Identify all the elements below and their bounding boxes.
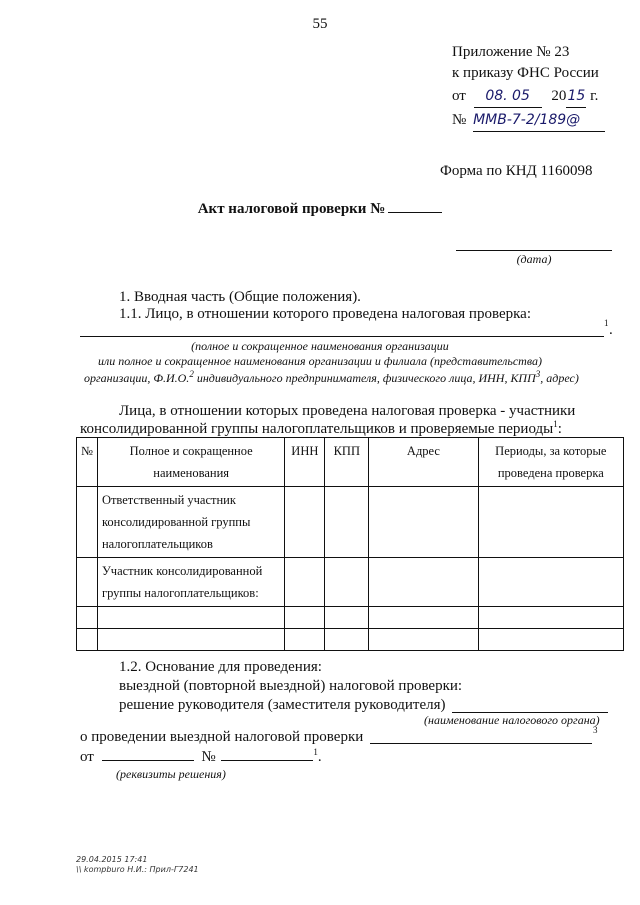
page-number: 55: [312, 16, 328, 32]
document-title: [0, 200, 640, 218]
caption-3a: организации, Ф.И.О.: [84, 371, 190, 385]
date-caption: (дата): [516, 252, 552, 266]
no-label: №: [201, 749, 216, 765]
caption-1: (полное и сокращенное наименования организации: [191, 339, 449, 353]
header-name: Полное и сокращенное наименования: [97, 438, 284, 487]
cell-periods: [478, 558, 623, 607]
cell-address: [369, 629, 478, 651]
caption-3-sup3: 3: [535, 369, 541, 379]
year-handwritten: 15: [566, 86, 586, 108]
header-address: Адрес: [369, 438, 478, 487]
title-number-blank: [388, 200, 442, 213]
year-prefix: 20: [551, 88, 567, 104]
appendix-line-1: Приложение № 23: [452, 44, 570, 60]
header-number: №: [77, 438, 98, 487]
entity-period: .: [609, 322, 613, 338]
decision-underline: [370, 743, 592, 744]
cell-periods: [478, 487, 623, 558]
caption-3c: , адрес): [540, 371, 579, 385]
section-1-title: 1. Вводная часть (Общие положения).: [119, 289, 361, 305]
participants-sup: 1: [553, 419, 558, 429]
participants-text-1: Лица, в отношении которых проведена налоговая проверка - участники: [119, 403, 576, 419]
footnote-mark-1: 1: [604, 318, 609, 328]
caption-org: (наименование налогового органа): [424, 713, 600, 727]
table-row: [77, 487, 624, 558]
participants-table: [76, 437, 624, 651]
appendix-date-line: [452, 86, 598, 108]
period-dot: .: [317, 749, 322, 765]
participants-text-2-main: консолидированной группы налогоплательщиков и проверяемые периоды: [80, 421, 554, 437]
table-row: [77, 629, 624, 651]
section-1-2-line-2: решение руководителя (заместителя руководителя): [119, 697, 446, 713]
cell-kpp: [325, 607, 369, 629]
section-1-1: 1.1. Лицо, в отношении которого проведена налоговая проверка:: [119, 306, 531, 322]
appendix-number-line: [452, 110, 605, 132]
table-header-row: [77, 438, 624, 487]
cell-kpp: [325, 558, 369, 607]
decision-from-line: [80, 747, 322, 766]
cell-name: Ответственный участник консолидированной группы налогоплательщиков: [97, 487, 284, 558]
header-kpp: КПП: [325, 438, 369, 487]
section-1-2-line-1: выездной (повторной выездной) налоговой проверки:: [119, 678, 463, 694]
header-periods: Периоды, за которые проведена проверка: [478, 438, 623, 487]
decision-text: о проведении выездной налоговой проверки: [80, 729, 364, 745]
table-row: [77, 607, 624, 629]
from-label: от: [80, 749, 94, 765]
participants-colon: :: [557, 421, 562, 437]
participants-text-2: [80, 419, 562, 438]
title-text: Акт налоговой проверки №: [197, 201, 386, 217]
cell-kpp: [325, 629, 369, 651]
number-handwritten: ММВ-7-2/189@: [473, 110, 605, 132]
date-underline: [456, 250, 612, 251]
cell-address: [369, 487, 478, 558]
caption-3: [84, 369, 579, 386]
table-row: [77, 558, 624, 607]
cell-name: [97, 607, 284, 629]
from-date-blank: [102, 748, 194, 761]
sup-3: 3: [593, 725, 598, 735]
cell-periods: [478, 607, 623, 629]
cell-name: [97, 629, 284, 651]
cell-inn: [285, 558, 325, 607]
header-inn: ИНН: [285, 438, 325, 487]
decision-number-blank: [221, 748, 313, 761]
date-handwritten: 08. 05: [474, 86, 542, 108]
cell-number: [77, 487, 98, 558]
section-1-2-title: 1.2. Основание для проведения:: [119, 659, 322, 675]
cell-number: [77, 629, 98, 651]
cell-inn: [285, 629, 325, 651]
caption-3b: индивидуального предпринимателя, физического лица, ИНН, КПП: [193, 371, 536, 385]
cell-inn: [285, 487, 325, 558]
form-code: Форма по КНД 1160098: [440, 163, 593, 179]
appendix-line-2: к приказу ФНС России: [452, 65, 599, 81]
cell-number: [77, 607, 98, 629]
date-prefix: от: [452, 88, 466, 104]
cell-address: [369, 558, 478, 607]
caption-2: или полное и сокращенное наименования организации и филиала (представительства): [98, 354, 542, 368]
cell-name: Участник консолидированной группы налогоплательщиков:: [97, 558, 284, 607]
cell-periods: [478, 629, 623, 651]
entity-underline: [80, 336, 604, 337]
cell-inn: [285, 607, 325, 629]
year-suffix: г.: [590, 88, 599, 104]
caption-requisites: (реквизиты решения): [116, 767, 226, 781]
caption-3-sup2: 2: [189, 369, 194, 379]
cell-kpp: [325, 487, 369, 558]
number-prefix: №: [452, 112, 467, 128]
sup-1b: 1: [313, 747, 318, 757]
cell-address: [369, 607, 478, 629]
footer-timestamp: 29.04.2015 17:41: [76, 855, 148, 864]
footer-path: \\ kompburo Н.И.: Прил-Г7241: [76, 865, 199, 874]
cell-number: [77, 558, 98, 607]
